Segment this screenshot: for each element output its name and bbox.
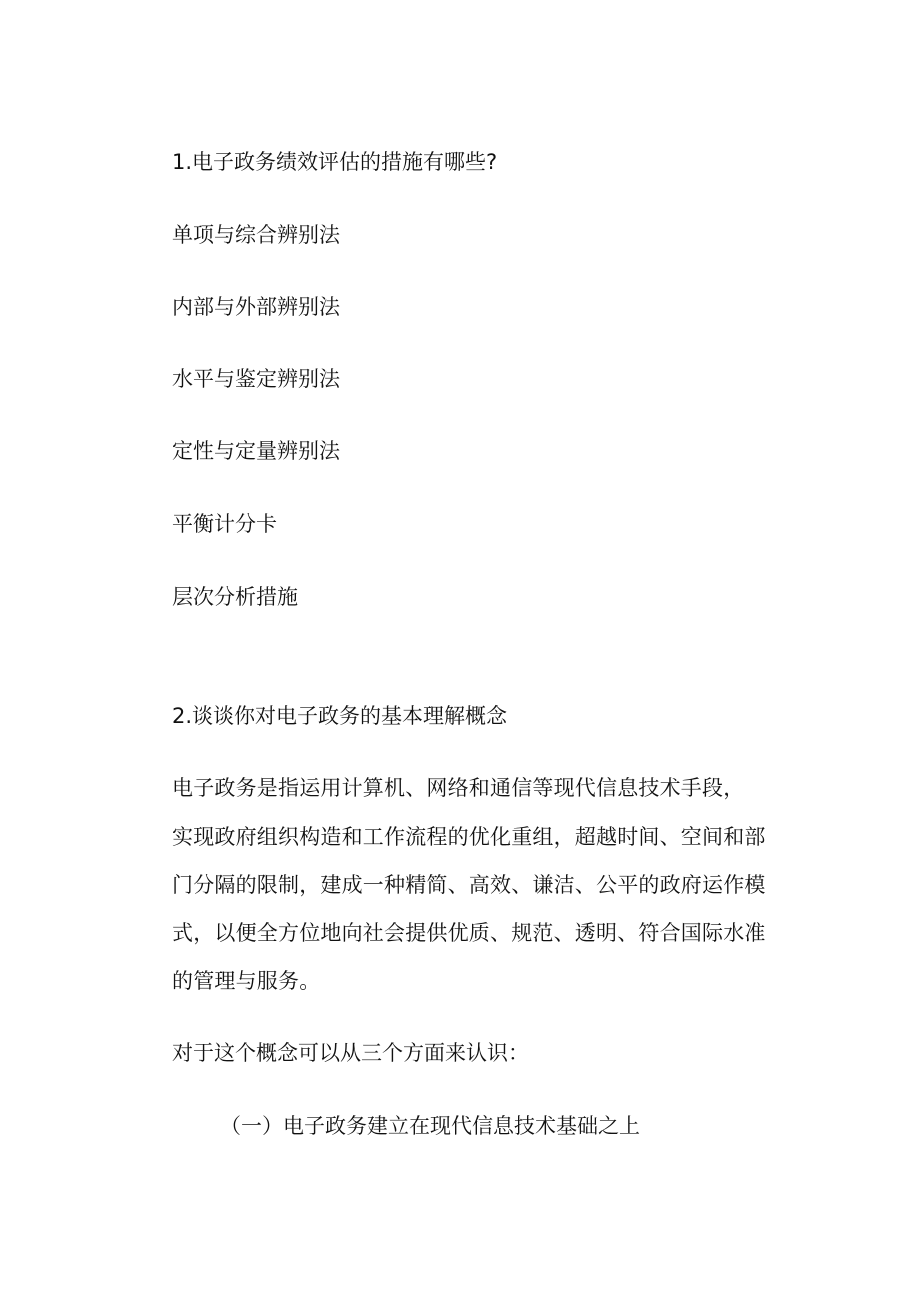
definition-line-1: 电子政务是指运用计算机、网络和通信等现代信息技术手段， (172, 776, 745, 800)
question-1-item-6: 层次分析措施 (172, 585, 298, 609)
point-1: （一）电子政务建立在现代信息技术基础之上 (220, 1114, 640, 1138)
understanding-intro: 对于这个概念可以从三个方面来认识： (172, 1041, 529, 1065)
question-1-item-1: 单项与综合辨别法 (172, 223, 340, 247)
question-1-item-5: 平衡计分卡 (172, 512, 277, 536)
definition-line-3: 门分隔的限制，建成一种精简、高效、谦洁、公平的政府运作模 (172, 873, 766, 897)
question-1-item-2: 内部与外部辨别法 (172, 295, 340, 319)
definition-line-5: 的管理与服务。 (172, 969, 321, 993)
definition-line-4: 式，以便全方位地向社会提供优质、规范、透明、符合国际水准 (172, 921, 766, 945)
question-1-item-4: 定性与定量辨别法 (172, 439, 340, 463)
definition-line-2: 实现政府组织构造和工作流程的优化重组，超越时间、空间和部 (172, 825, 766, 849)
question-1-item-3: 水平与鉴定辨别法 (172, 367, 340, 391)
question-2-title: 2.谈谈你对电子政务的基本理解概念 (172, 704, 508, 728)
question-1-title: 1.电子政务绩效评估的措施有哪些? (172, 150, 498, 174)
